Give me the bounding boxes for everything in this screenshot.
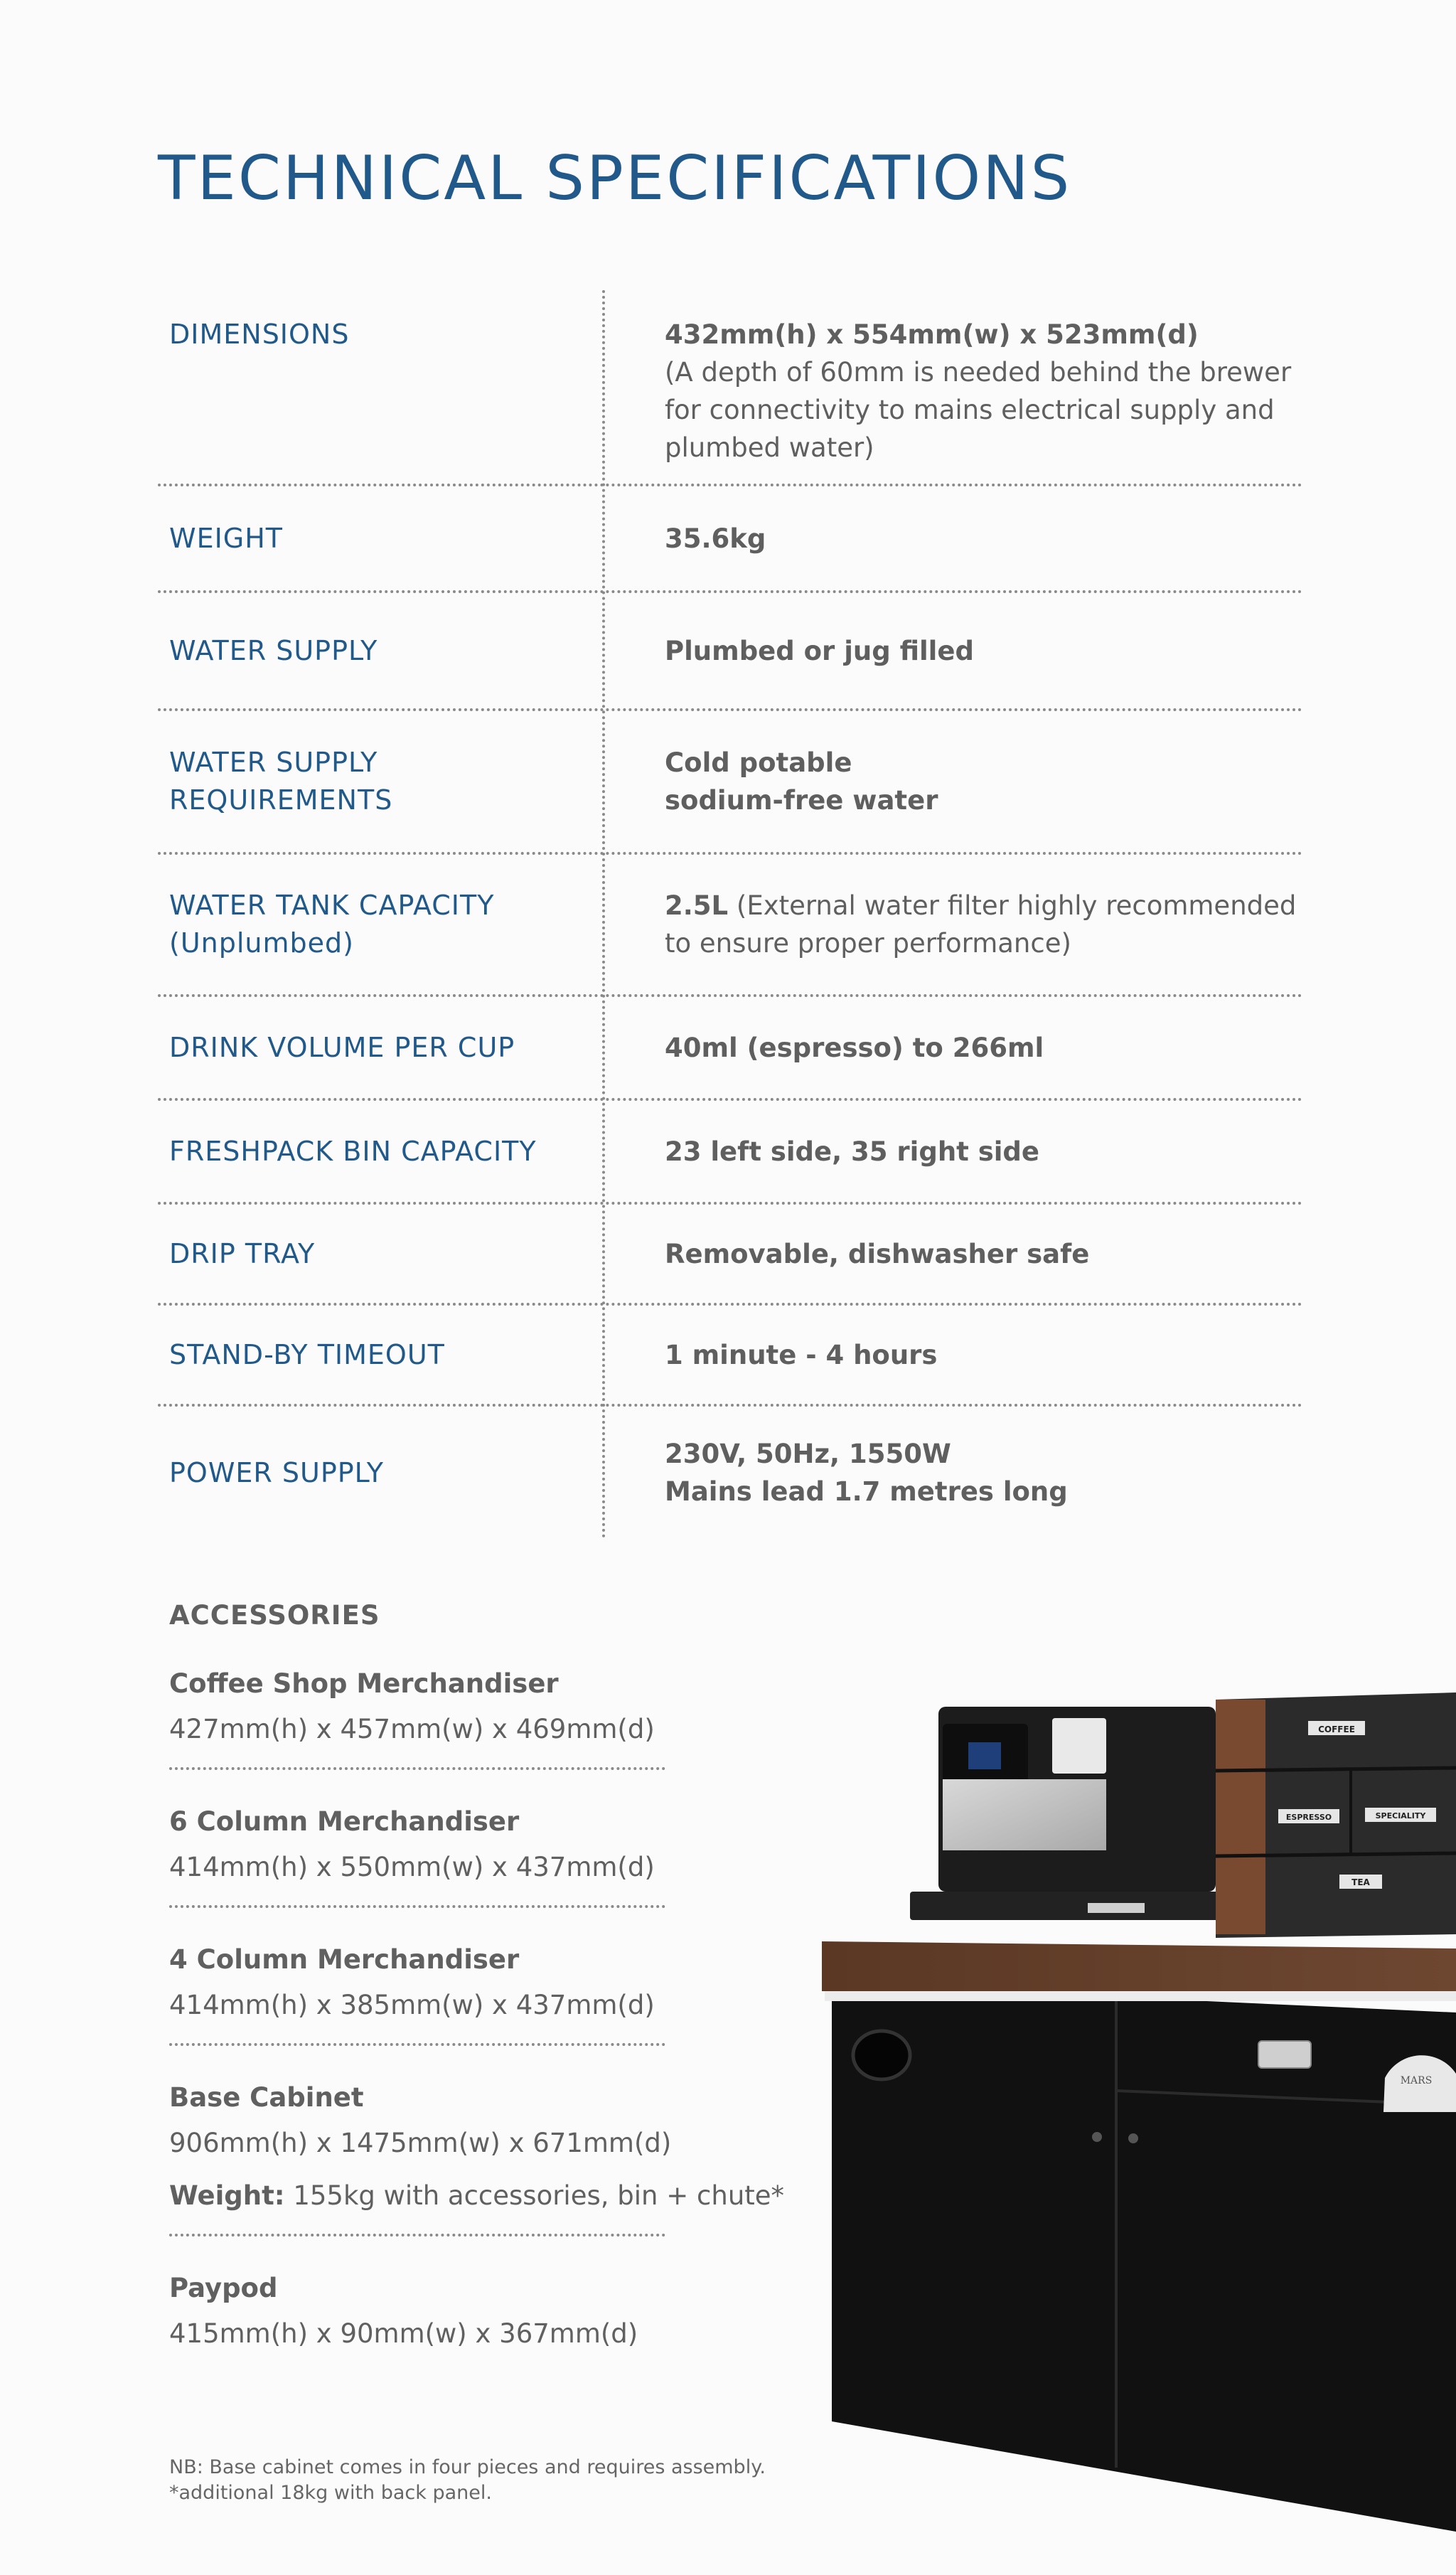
footnote [169,2455,766,2506]
freshpack-door [1052,1718,1106,1774]
spec-value-note: (External water filter highly recommended to ensure proper performance) [665,890,1297,959]
machine-steel-front [943,1779,1106,1850]
spec-row-power-supply [158,1407,1302,1539]
spec-value-bold: 23 left side, 35 right side [665,1136,1040,1167]
accessories-section [169,1600,809,2352]
spec-value [602,1435,1302,1510]
spec-value-bold: 230V, 50Hz, 1550W Mains lead 1.7 metres long [665,1439,1068,1507]
merchandiser-wood-panel [1216,1700,1265,1934]
accessory-name: 4 Column Merchandiser [169,1944,520,1975]
weight-value: 155kg with accessories, bin + chute* [284,2180,785,2211]
bin-chute-opening [853,2031,910,2079]
accessory-item [169,2080,785,2214]
accessory-divider [169,1905,665,1908]
accessory-weight [169,2178,785,2214]
spec-table [158,290,1302,1539]
spec-row-freshpack-bin [158,1101,1302,1205]
accessory-name: Coffee Shop Merchandiser [169,1668,559,1699]
product-image [810,1657,1456,2532]
spec-value-bold: 35.6kg [665,523,766,554]
cabinet-knob [1128,2133,1138,2143]
cabinet-knob [1092,2132,1102,2142]
base-cabinet [832,1984,1456,2532]
footnote-line: *additional 18kg with back panel. [169,2482,492,2504]
spec-label: FRESHPACK BIN CAPACITY [169,1135,537,1167]
accessories-heading: ACCESSORIES [169,1600,380,1631]
spec-value [602,520,1302,558]
spec-value [602,316,1302,467]
spec-value [602,1029,1302,1067]
accessory-name: Paypod [169,2273,278,2303]
spec-row-water-supply [158,593,1302,711]
merch-label-coffee: COFFEE [1318,1724,1355,1734]
accessory-dimensions: 414mm(h) x 385mm(w) x 437mm(d) [169,1990,655,2020]
accessory-name: Base Cabinet [169,2082,364,2113]
accessory-divider [169,2234,665,2237]
column-divider [602,290,605,1539]
spec-label: DIMENSIONS [169,319,350,350]
spec-label: WEIGHT [169,522,284,554]
drip-tray [910,1892,1223,1920]
merch-label-espresso: ESPRESSO [1285,1813,1332,1822]
spec-value [602,1133,1302,1171]
spec-label: WATER TANK CAPACITY (Unplumbed) [169,890,495,959]
accessory-dimensions: 906mm(h) x 1475mm(w) x 671mm(d) [169,2128,672,2158]
paypod-slot [1258,2041,1311,2068]
spec-row-water-requirements [158,711,1302,855]
spec-label: POWER SUPPLY [169,1456,384,1488]
spec-value-note: (A depth of 60mm is needed behind the brewer for connectivity to mains electrical supply and plumbed water) [665,357,1292,463]
drip-tray-grate [1088,1903,1145,1913]
spec-label: STAND-BY TIMEOUT [169,1338,445,1370]
spec-row-drip-tray [158,1205,1302,1306]
spec-label: WATER SUPPLY [169,634,378,666]
spec-value-bold: 2.5L [665,890,729,921]
spec-value [602,744,1302,819]
accessory-item [169,1666,665,1747]
worktop-edge [825,1991,1456,2001]
machine-screen [968,1742,1001,1769]
spec-value-bold: 40ml (espresso) to 266ml [665,1032,1044,1063]
merch-label-speciality: SPECIALITY [1375,1811,1426,1820]
spec-value-bold: 1 minute - 4 hours [665,1339,938,1370]
spec-row-drink-volume [158,997,1302,1101]
brand-text: MARS [1400,2075,1433,2086]
spec-value-bold: Cold potable sodium-free water [665,747,938,816]
spec-row-water-tank [158,855,1302,997]
spec-label: WATER SUPPLY REQUIREMENTS [169,747,393,816]
accessory-item [169,2271,665,2352]
accessory-name: 6 Column Merchandiser [169,1806,520,1837]
spec-label: DRIP TRAY [169,1237,316,1269]
spec-row-weight [158,486,1302,593]
footnote-line: NB: Base cabinet comes in four pieces and requires assembly. [169,2456,766,2478]
accessory-item [169,1942,665,2023]
wood-worktop [822,1941,1456,1998]
accessory-item [169,1804,665,1885]
spec-value-bold: Plumbed or jug filled [665,635,974,666]
spec-value-bold: Removable, dishwasher safe [665,1238,1090,1269]
spec-label: DRINK VOLUME PER CUP [169,1031,515,1063]
spec-value [602,1235,1302,1273]
spec-value [602,1336,1302,1374]
spec-value [602,632,1302,670]
spec-row-dimensions [158,290,1302,486]
accessory-divider [169,1767,665,1770]
weight-label: Weight: [169,2180,285,2211]
spec-value-bold: 432mm(h) x 554mm(w) x 523mm(d) [665,319,1199,350]
spec-value [602,887,1302,962]
accessory-dimensions: 414mm(h) x 550mm(w) x 437mm(d) [169,1852,655,1882]
merch-label-tea: TEA [1351,1877,1370,1887]
spec-row-standby-timeout [158,1306,1302,1407]
page-title: TECHNICAL SPECIFICATIONS [158,143,1072,214]
accessory-divider [169,2043,665,2046]
accessory-dimensions: 415mm(h) x 90mm(w) x 367mm(d) [169,2318,638,2349]
accessory-dimensions: 427mm(h) x 457mm(w) x 469mm(d) [169,1714,655,1744]
